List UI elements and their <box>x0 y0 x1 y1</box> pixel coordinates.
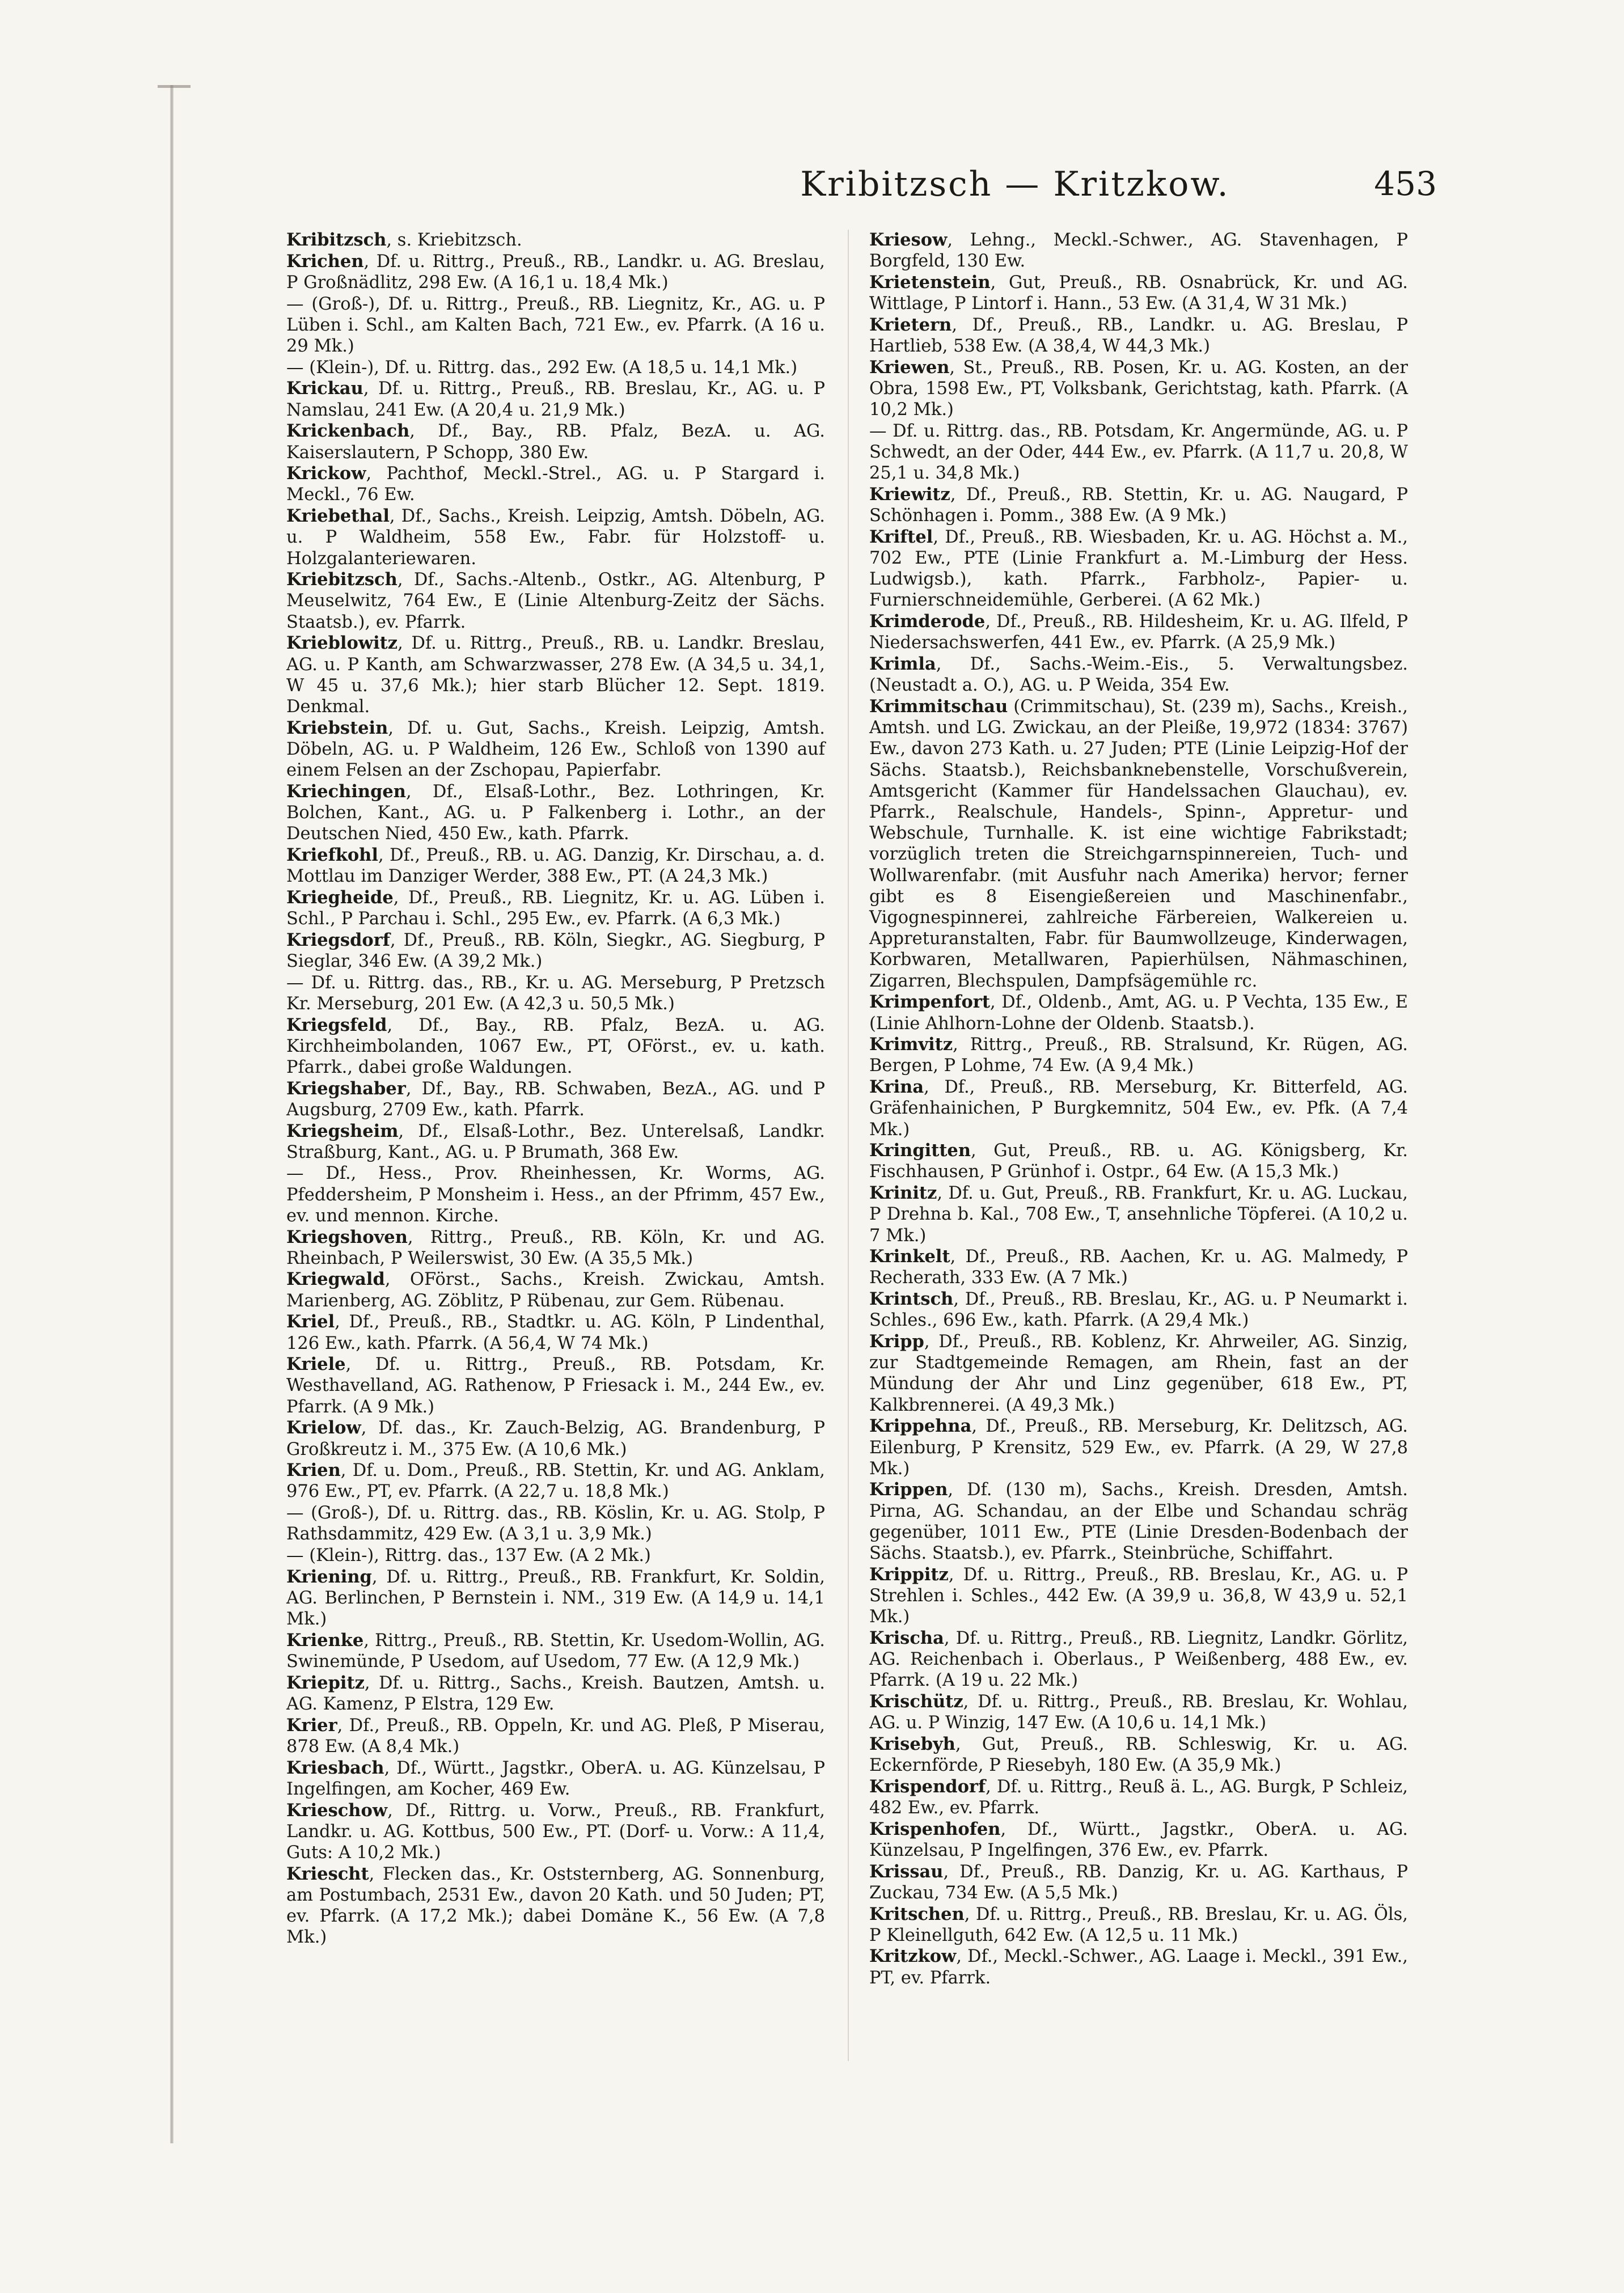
entry-headword: Krippen <box>869 1479 948 1500</box>
gazetteer-entry <box>286 1800 825 1864</box>
gazetteer-entry <box>869 421 1408 484</box>
entry-text: , Df., Preuß., RB., Stadtkr. u. AG. Köln, P Lindenthal, 126 Ew., kath. Pfarrk. (A 56,4, W 74 Mk.) <box>286 1312 825 1353</box>
entry-text: , Df., Preuß., RB. Merseburg, Kr. Delitzsch, AG. Eilenburg, P Krensitz, 529 Ew., ev. Pfarrk. (A 29, W 27,8 Mk.) <box>869 1416 1408 1479</box>
entry-headword: Krisebyh <box>869 1733 955 1754</box>
gazetteer-entry <box>286 1864 825 1948</box>
gazetteer-entry <box>286 569 825 633</box>
entry-headword: Kriepitz <box>286 1672 365 1693</box>
gazetteer-entry <box>286 930 825 972</box>
gazetteer-entry <box>869 1628 1408 1691</box>
gazetteer-entry <box>869 315 1408 357</box>
gazetteer-entry <box>869 1331 1408 1416</box>
binding-edge-mark <box>158 85 191 108</box>
gazetteer-entry <box>286 887 825 929</box>
gazetteer-entry <box>286 1567 825 1630</box>
entry-headword: Kriele <box>286 1354 346 1375</box>
entry-headword: Kriesow <box>869 230 948 250</box>
gazetteer-entry <box>869 1734 1408 1776</box>
entry-text: , Df., Preuß., RB. Stettin, Kr. u. AG. Naugard, P Schönhagen i. Pomm., 388 Ew. (A 9 Mk.) <box>869 484 1408 526</box>
entry-text: , Df., Preuß., RB. Danzig, Kr. u. AG. Karthaus, P Zuckau, 734 Ew. (A 5,5 Mk.) <box>869 1862 1408 1903</box>
binding-edge-rule <box>170 85 174 2143</box>
gazetteer-entry <box>869 1946 1408 1988</box>
entry-text: (Crimmitschau), St. (239 m), Sachs., Kreish., Amtsh. und LG. Zwickau, an der Pleiße, 19,972 (1834: 3767) Ew., davon 273 Kath. u. 27 Juden; PTE (Linie Leipzig-Hof der Sächs. Staatsb.), Reichsbanknebenstelle, Vorschußverein, Amtsgericht (Kammer für Handelssachen Glauchau), ev. Pfarrk., Realschule, Handels-, Spinn-, Appretur- und Webschule, Turnhalle. K. ist eine wichtige Fabrikstadt; vorzüglich treten die Streichgarnspinnereien, Tuch- und Wollwarenfabr. (mit Ausfuhr nach Amerika) hervor; ferner gibt es 8 Eisengießereien und Maschinenfabr., Vigognespinnerei, zahlreiche Färbereien, Walkereien u. Appreturanstalten, Fabr. für Baumwollzeuge, Kinderwagen, Korbwaren, Metallwaren, Papierhülsen, Nähmaschinen, Zigarren, Blechspulen, Dampfsägemühle rc. <box>869 696 1408 991</box>
entry-text: , Df., Preuß., RB. Merseburg, Kr. Bitterfeld, AG. Gräfenhainichen, P Burgkemnitz, 504 Ew., ev. Pfk. (A 7,4 Mk.) <box>869 1077 1408 1140</box>
gazetteer-entry <box>869 1140 1408 1182</box>
entry-text: , Df. u. Dom., Preuß., RB. Stettin, Kr. und AG. Anklam, 976 Ew., PT, ev. Pfarrk. (A 22,7 u. 18,8 Mk.) <box>286 1461 825 1502</box>
gazetteer-entry <box>869 992 1408 1034</box>
entry-text: , Df. u. Rittrg., Preuß., RB. Liegnitz, Landkr. Görlitz, AG. Reichenbach i. Oberlaus., P Weißenberg, 488 Ew., ev. Pfarrk. (A 19 u. 22 Mk.) <box>869 1628 1408 1691</box>
gazetteer-entry <box>286 230 825 251</box>
entry-headword: Krickau <box>286 378 363 399</box>
gazetteer-entry <box>286 1078 825 1120</box>
entry-text: , Lehng., Meckl.-Schwer., AG. Stavenhagen, P Borgfeld, 130 Ew. <box>869 230 1408 272</box>
gazetteer-entry <box>286 378 825 420</box>
entry-headword: Kritschen <box>869 1903 965 1924</box>
entry-text: , Df., Sachs., Kreish. Leipzig, Amtsh. Döbeln, AG. u. P Waldheim, 558 Ew., Fabr. für Holzstoff- u. Holzgalanteriewaren. <box>286 506 825 569</box>
entry-text: , Df. u. Rittrg., Preuß., RB. Potsdam, Kr. Westhavelland, AG. Rathenow, P Friesack i. M., 244 Ew., ev. Pfarrk. (A 9 Mk.) <box>286 1355 825 1417</box>
entry-text: , Df. u. Rittrg., Sachs., Kreish. Bautzen, Amtsh. u. AG. Kamenz, P Elstra, 129 Ew. <box>286 1673 825 1715</box>
entry-text: , Df., Preuß., RB. u. AG. Danzig, Kr. Dirschau, a. d. Mottlau im Danziger Werder, 388 Ew., PT. (A 24,3 Mk.) <box>286 845 825 887</box>
entry-headword: Krissau <box>869 1861 944 1882</box>
entry-headword: Kribitzsch <box>286 230 387 250</box>
gazetteer-entry <box>286 1312 825 1353</box>
entry-text: , Df. das., Kr. Zauch-Belzig, AG. Brandenburg, P Großkreutz i. M., 375 Ew. (A 10,6 Mk.) <box>286 1418 825 1459</box>
gazetteer-entry <box>286 1418 825 1459</box>
entry-headword: Kriening <box>286 1566 372 1587</box>
entry-text: , Gut, Preuß., RB. Schleswig, Kr. u. AG. Eckernförde, P Riesebyh, 180 Ew. (A 35,9 Mk.) <box>869 1734 1408 1776</box>
entry-headword: Kriel <box>286 1312 335 1332</box>
entry-text: , Df., Sachs.-Weim.-Eis., 5. Verwaltungsbez. (Neustadt a. O.), AG. u. P Weida, 354 Ew. <box>869 654 1408 696</box>
entry-headword: Kriebitzsch <box>286 569 397 590</box>
entry-headword: Krintsch <box>869 1289 954 1310</box>
left-column <box>286 230 825 1948</box>
gazetteer-entry <box>869 696 1408 992</box>
entry-text: , Df. u. Gut, Preuß., RB. Frankfurt, Kr. u. AG. Luckau, P Drehna b. Kal., 708 Ew., T, ansehnliche Töpferei. (A 10,2 u. 7 Mk.) <box>869 1183 1408 1246</box>
entry-headword: Krienke <box>286 1630 364 1651</box>
gazetteer-entry <box>869 1862 1408 1903</box>
entry-headword: Kriegwald <box>286 1269 385 1290</box>
gazetteer-entry <box>286 1354 825 1418</box>
entry-text: — Df. u. Rittrg. das., RB., Kr. u. AG. Merseburg, P Pretzsch Kr. Merseburg, 201 Ew. (A 42,3 u. 50,5 Mk.) <box>286 972 825 1014</box>
entry-headword: Kriegshaber <box>286 1078 406 1099</box>
entry-headword: Kriegsdorf <box>286 929 390 950</box>
column-divider <box>848 230 849 2061</box>
entry-text: — (Klein-), Df. u. Rittrg. das., 292 Ew. (A 18,5 u. 14,1 Mk.) <box>286 357 798 378</box>
entry-text: , St., Preuß., RB. Posen, Kr. u. AG. Kosten, an der Obra, 1598 Ew., PT, Volksbank, Gerichtstag, kath. Pfarrk. (A 10,2 Mk.) <box>869 357 1408 420</box>
entry-text: , Df., Preuß., RB. Hildesheim, Kr. u. AG. Ilfeld, P Niedersachswerfen, 441 Ew., ev. Pfarrk. (A 25,9 Mk.) <box>869 612 1408 653</box>
gazetteer-entry <box>286 357 825 378</box>
gazetteer-entry <box>869 1034 1408 1076</box>
entry-text: , Df. u. Rittrg., Preuß., RB., Landkr. u. AG. Breslau, P Großnädlitz, 298 Ew. (A 16,1 u. 18,4 Mk.) <box>286 251 825 293</box>
entry-text: , Df., Württ., Jagstkr., OberA. u. AG. Künzelsau, P Ingelfingen, am Kocher, 469 Ew. <box>286 1758 825 1799</box>
gazetteer-entry <box>869 1479 1408 1564</box>
entry-headword: Krieschow <box>286 1800 388 1821</box>
gazetteer-entry <box>869 1819 1408 1861</box>
entry-text: , Df., Preuß., RB. Koblenz, Kr. Ahrweiler, AG. Sinzig, zur Stadtgemeinde Remagen, am Rhein, fast an der Mündung der Ahr und Linz gegenüber, 618 Ew., PT, Kalkbrennerei. (A 49,3 Mk.) <box>869 1332 1408 1415</box>
entry-text: — (Groß-), Df. u. Rittrg. das., RB. Köslin, Kr. u. AG. Stolp, P Rathsdammitz, 429 Ew. (A 3,1 u. 3,9 Mk.) <box>286 1503 825 1545</box>
entry-headword: Krimderode <box>869 611 986 632</box>
entry-text: , Df., Bay., RB. Pfalz, BezA. u. AG. Kirchheimbolanden, 1067 Ew., PT, OFörst., ev. u. kath. Pfarrk., dabei große Waldungen. <box>286 1015 825 1077</box>
gazetteer-entry <box>286 294 825 357</box>
entry-headword: Krier <box>286 1715 337 1736</box>
gazetteer-entry <box>869 654 1408 696</box>
gazetteer-entry <box>286 1460 825 1502</box>
gazetteer-entry <box>286 1545 825 1566</box>
entry-headword: Krinitz <box>869 1183 937 1204</box>
gazetteer-entry <box>869 1183 1408 1246</box>
entry-headword: Kringitten <box>869 1140 971 1161</box>
entry-headword: Kriesbach <box>286 1757 384 1778</box>
entry-text: , Df., Preuß., RB., Landkr. u. AG. Breslau, P Hartlieb, 538 Ew. (A 38,4, W 44,3 Mk.) <box>869 315 1408 357</box>
entry-text: , Df. u. Rittrg., Reuß ä. L., AG. Burgk, P Schleiz, 482 Ew., ev. Pfarrk. <box>869 1776 1408 1818</box>
entry-headword: Krina <box>869 1077 924 1098</box>
entry-headword: Krien <box>286 1460 341 1481</box>
gazetteer-entry <box>869 611 1408 653</box>
entry-text: , Df. u. Rittrg., Preuß., RB. u. Landkr. Breslau, AG. u. P Kanth, am Schwarzwasser, 278 Ew. (A 34,5 u. 34,1, W 45 u. 37,6 Mk.); hier starb Blücher 12. Sept. 1819. Denkmal. <box>286 633 825 717</box>
entry-headword: Krielow <box>286 1418 361 1439</box>
gazetteer-entry <box>286 1015 825 1078</box>
entry-headword: Krispenhofen <box>869 1818 1001 1839</box>
entry-text: , Df., Meckl.-Schwer., AG. Laage i. Meckl., 391 Ew., PT, ev. Pfarrk. <box>869 1947 1408 1988</box>
gazetteer-entry <box>286 1269 825 1311</box>
entry-text: , Df., Bay., RB. Schwaben, BezA., AG. und P Augsburg, 2709 Ew., kath. Pfarrk. <box>286 1078 825 1120</box>
entry-text: , Pachthof, Meckl.-Strel., AG. u. P Stargard i. Meckl., 76 Ew. <box>286 464 825 505</box>
entry-headword: Krietern <box>869 314 952 335</box>
gazetteer-entry <box>869 1564 1408 1628</box>
gazetteer-entry <box>869 1246 1408 1288</box>
entry-headword: Kriegshoven <box>286 1226 408 1247</box>
entry-text: , Df., Elsaß-Lothr., Bez. Lothringen, Kr. Bolchen, Kant., AG. u. P Falkenberg i. Lothr., an der Deutschen Nied, 450 Ew., kath. Pfarrk. <box>286 781 825 844</box>
entry-headword: Kriewitz <box>869 484 950 505</box>
entry-text: , Df. u. Gut, Sachs., Kreish. Leipzig, Amtsh. Döbeln, AG. u. P Waldheim, 126 Ew., Schloß von 1390 auf einem Felsen an der Zschopau, Papierfabr. <box>286 718 825 781</box>
entry-text: , Gut, Preuß., RB. Osnabrück, Kr. und AG. Wittlage, P Lintorf i. Hann., 53 Ew. (A 31,4, W 31 Mk.) <box>869 272 1408 314</box>
entry-headword: Krietenstein <box>869 272 991 293</box>
gazetteer-entry <box>286 421 825 463</box>
entry-headword: Kriechingen <box>286 781 406 802</box>
gazetteer-entry <box>869 1776 1408 1818</box>
entry-headword: Krichen <box>286 251 364 272</box>
entry-headword: Kriebstein <box>286 717 388 738</box>
gazetteer-entry <box>286 781 825 845</box>
entry-headword: Kritzkow <box>869 1946 957 1967</box>
entry-text: , Df., Sachs.-Altenb., Ostkr., AG. Altenburg, P Meuselwitz, 764 Ew., E (Linie Altenburg-Zeitz der Sächs. Staatsb.), ev. Pfarrk. <box>286 570 825 632</box>
gazetteer-entry <box>286 972 825 1014</box>
entry-headword: Krickow <box>286 463 366 484</box>
entry-headword: Krippehna <box>869 1416 972 1437</box>
entry-text: , Gut, Preuß., RB. u. AG. Königsberg, Kr. Fischhausen, P Grünhof i. Ostpr., 64 Ew. (A 15,3 Mk.) <box>869 1141 1408 1182</box>
gazetteer-entry <box>869 527 1408 611</box>
entry-headword: Krischa <box>869 1627 944 1648</box>
entry-headword: Krimvitz <box>869 1034 953 1055</box>
entry-text: , OFörst., Sachs., Kreish. Zwickau, Amtsh. Marienberg, AG. Zöblitz, P Rübenau, zur Gem. Rübenau. <box>286 1270 825 1311</box>
entry-text: , Df. u. Rittrg., Preuß., RB. Breslau, Kr., AG. u. P Strehlen i. Schles., 442 Ew. (A 39,9 u. 36,8, W 43,9 u. 52,1 Mk.) <box>869 1564 1408 1627</box>
entry-text: , Df. (130 m), Sachs., Kreish. Dresden, Amtsh. Pirna, AG. Schandau, an der Elbe und Schandau schräg gegenüber, 1011 Ew., PTE (Linie Dresden-Bodenbach der Sächs. Staatsb.), ev. Pfarrk., Steinbrüche, Schiffahrt. <box>869 1480 1408 1564</box>
page-number: 453 <box>1374 164 1437 203</box>
entry-text: , s. Kriebitzsch. <box>386 230 522 250</box>
entry-headword: Kriebethal <box>286 506 390 527</box>
entry-headword: Krickenbach <box>286 421 410 442</box>
running-head: Kribitzsch — Kritzkow. <box>800 164 1230 204</box>
entry-text: , Df., Preuß., RB. Wiesbaden, Kr. u. AG. Höchst a. M., 702 Ew., PTE (Linie Frankfurt a. M.-Limburg der Hess. Ludwigsb.), kath. Pfarrk., Farbholz-, Papier- u. Furnierschneidemühle, Gerberei. (A 62 Mk.) <box>869 527 1408 611</box>
entry-text: , Df., Preuß., RB. Aachen, Kr. u. AG. Malmedy, P Recherath, 333 Ew. (A 7 Mk.) <box>869 1247 1408 1288</box>
entry-text: , Rittrg., Preuß., RB. Stettin, Kr. Usedom-Wollin, AG. Swinemünde, P Usedom, auf Usedom, 77 Ew. (A 12,9 Mk.) <box>286 1630 825 1672</box>
gazetteer-entry <box>286 718 825 781</box>
gazetteer-entry <box>869 1289 1408 1331</box>
entry-text: , Df., Preuß., RB. Oppeln, Kr. und AG. Pleß, P Miserau, 878 Ew. (A 8,4 Mk.) <box>286 1715 825 1757</box>
entry-headword: Kriewen <box>869 357 950 378</box>
gazetteer-entry <box>869 272 1408 314</box>
entry-text: , Df. u. Rittrg., Preuß., RB. Frankfurt, Kr. Soldin, AG. Berlinchen, P Bernstein i. NM., 319 Ew. (A 14,9 u. 14,1 Mk.) <box>286 1567 825 1630</box>
entry-text: , Df., Württ., Jagstkr., OberA. u. AG. Künzelsau, P Ingelfingen, 376 Ew., ev. Pfarrk. <box>869 1819 1408 1860</box>
gazetteer-entry <box>869 1691 1408 1733</box>
entry-headword: Krieblowitz <box>286 633 398 654</box>
entry-text: , Df., Oldenb., Amt, AG. u. P Vechta, 135 Ew., E (Linie Ahlhorn-Lohne der Oldenb. Staatsb.). <box>869 992 1408 1034</box>
gazetteer-entry <box>286 1227 825 1269</box>
entry-headword: Krimmitschau <box>869 696 1008 717</box>
gazetteer-entry <box>286 506 825 569</box>
entry-headword: Kriefkohl <box>286 844 378 865</box>
gazetteer-entry <box>869 230 1408 272</box>
right-column <box>869 230 1408 1989</box>
entry-headword: Krimla <box>869 654 936 675</box>
gazetteer-entry <box>286 251 825 293</box>
gazetteer-entry <box>286 1630 825 1672</box>
entry-headword: Kriescht <box>286 1863 369 1884</box>
entry-text: , Flecken das., Kr. Oststernberg, AG. Sonnenburg, am Postumbach, 2531 Ew., davon 20 Kath. und 50 Juden; PT, ev. Pfarrk. (A 17,2 Mk.); dabei Domäne K., 56 Ew. (A 7,8 Mk.) <box>286 1864 825 1948</box>
entry-text: — Df., Hess., Prov. Rheinhessen, Kr. Worms, AG. Pfeddersheim, P Monsheim i. Hess., an der Pfrimm, 457 Ew., ev. und mennon. Kirche. <box>286 1164 825 1226</box>
entry-text: , Rittrg., Preuß., RB. Köln, Kr. und AG. Rheinbach, P Weilerswist, 30 Ew. (A 35,5 Mk.) <box>286 1227 825 1268</box>
entry-headword: Kriftel <box>869 526 933 547</box>
gazetteer-entry <box>869 484 1408 526</box>
gazetteer-entry <box>869 357 1408 421</box>
entry-text: , Df., Bay., RB. Pfalz, BezA. u. AG. Kaiserslautern, P Schopp, 380 Ew. <box>286 421 825 463</box>
gazetteer-entry <box>869 1416 1408 1479</box>
entry-text: , Df. u. Rittrg., Preuß., RB. Breslau, Kr., AG. u. P Namslau, 241 Ew. (A 20,4 u. 21,9 Mk.) <box>286 379 825 420</box>
entry-text: , Df., Rittrg. u. Vorw., Preuß., RB. Frankfurt, Landkr. u. AG. Kottbus, 500 Ew., PT. (Dorf- u. Vorw.: A 11,4, Guts: A 10,2 Mk.) <box>286 1800 825 1863</box>
entry-text: , Df., Preuß., RB. Breslau, Kr., AG. u. P Neumarkt i. Schles., 696 Ew., kath. Pfarrk. (A 29,4 Mk.) <box>869 1289 1408 1331</box>
entry-headword: Kriegheide <box>286 887 394 908</box>
entry-text: — (Groß-), Df. u. Rittrg., Preuß., RB. Liegnitz, Kr., AG. u. P Lüben i. Schl., am Kalten Bach, 721 Ew., ev. Pfarrk. (A 16 u. 29 Mk.) <box>286 294 825 357</box>
entry-text: — (Klein-), Rittrg. das., 137 Ew. (A 2 Mk.) <box>286 1546 651 1566</box>
gazetteer-entry <box>286 1673 825 1715</box>
gazetteer-entry <box>286 1163 825 1226</box>
entry-headword: Krippitz <box>869 1564 949 1585</box>
gazetteer-entry <box>286 1758 825 1800</box>
gazetteer-entry <box>286 1121 825 1163</box>
entry-text: — Df. u. Rittrg. das., RB. Potsdam, Kr. Angermünde, AG. u. P Schwedt, an der Oder, 444 Ew., ev. Pfarrk. (A 11,7 u. 20,8, W 25,1 u. 34,8 Mk.) <box>869 421 1408 484</box>
entry-headword: Kripp <box>869 1331 924 1352</box>
gazetteer-entry <box>869 1077 1408 1140</box>
entry-headword: Krimpenfort <box>869 992 990 1013</box>
entry-headword: Krispendorf <box>869 1776 986 1797</box>
gazetteer-entry <box>286 1715 825 1757</box>
entry-headword: Kriegsfeld <box>286 1014 387 1035</box>
entry-headword: Krinkelt <box>869 1246 950 1267</box>
gazetteer-entry <box>286 1503 825 1545</box>
entry-headword: Kriegsheim <box>286 1120 399 1141</box>
gazetteer-entry <box>286 463 825 505</box>
entry-headword: Krischütz <box>869 1691 963 1712</box>
gazetteer-entry <box>869 1904 1408 1946</box>
gazetteer-entry <box>286 845 825 887</box>
entry-text: , Df., Preuß., RB. Köln, Siegkr., AG. Siegburg, P Sieglar, 346 Ew. (A 39,2 Mk.) <box>286 930 825 971</box>
entry-text: , Df. u. Rittrg., Preuß., RB. Breslau, Kr. u. AG. Öls, P Kleinellguth, 642 Ew. (A 12,5 u. 11 Mk.) <box>869 1904 1408 1945</box>
gazetteer-entry <box>286 633 825 717</box>
entry-text: , Rittrg., Preuß., RB. Stralsund, Kr. Rügen, AG. Bergen, P Lohme, 74 Ew. (A 9,4 Mk.) <box>869 1035 1408 1076</box>
entry-text: , Df. u. Rittrg., Preuß., RB. Breslau, Kr. Wohlau, AG. u. P Winzig, 147 Ew. (A 10,6 u. 14,1 Mk.) <box>869 1692 1408 1733</box>
entry-text: , Df., Elsaß-Lothr., Bez. Unterelsaß, Landkr. Straßburg, Kant., AG. u. P Brumath, 368 Ew. <box>286 1121 825 1162</box>
entry-text: , Df., Preuß., RB. Liegnitz, Kr. u. AG. Lüben i. Schl., P Parchau i. Schl., 295 Ew., ev. Pfarrk. (A 6,3 Mk.) <box>286 887 825 929</box>
